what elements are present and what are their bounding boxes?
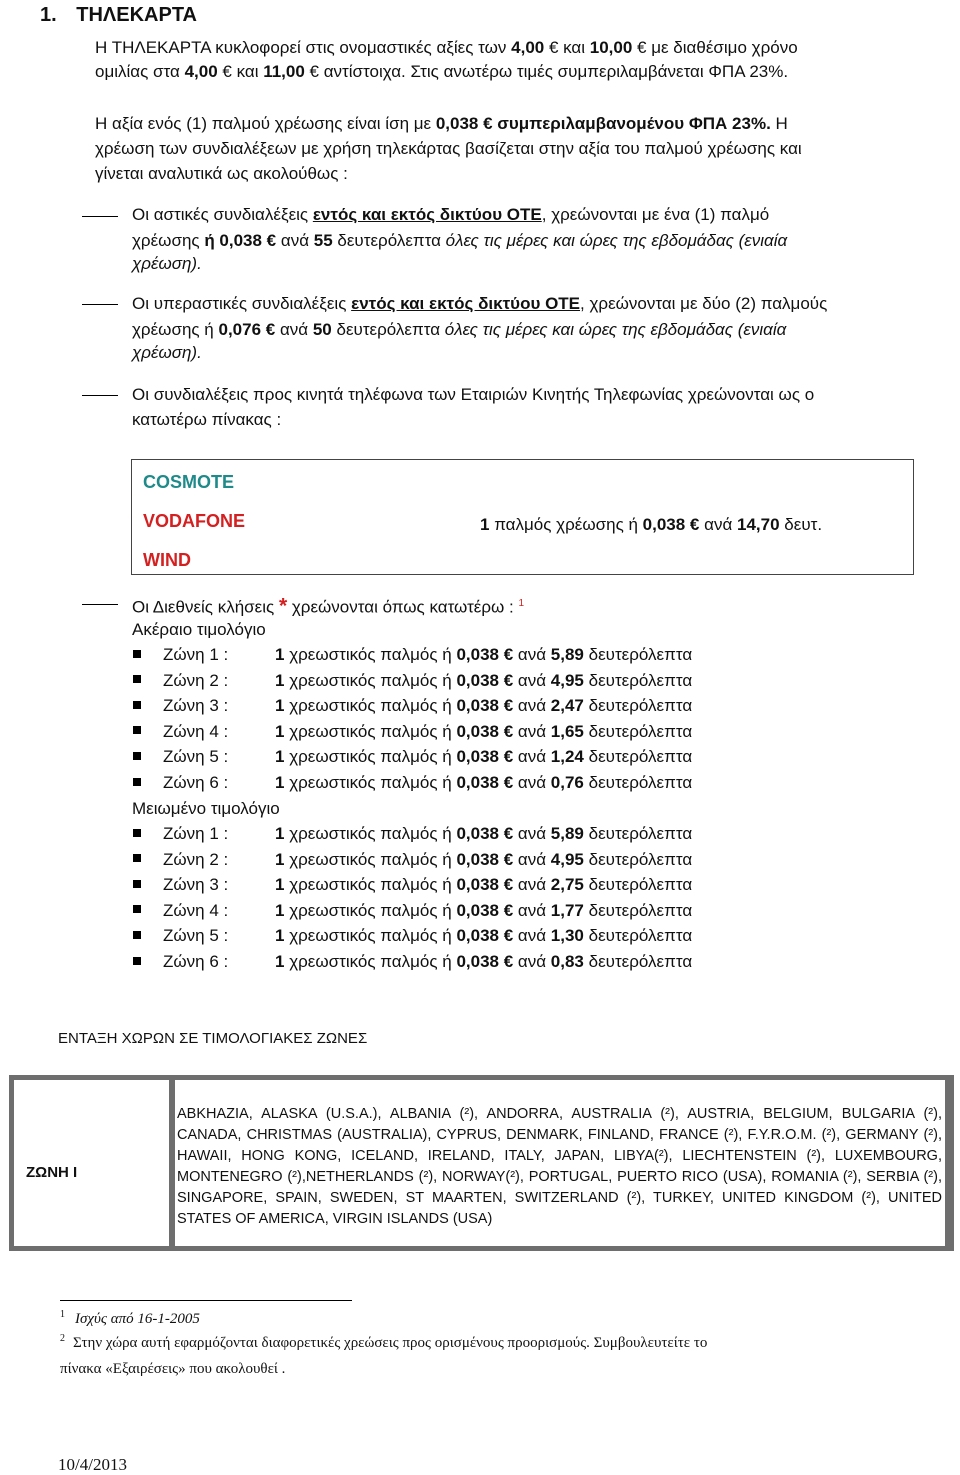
seconds-value: 5,89 (550, 645, 584, 664)
zone-rate-row (133, 670, 692, 692)
bullet3-line2: κατωτέρω πίνακας : (132, 410, 282, 429)
zone-name: Ζώνη 1 : (163, 824, 229, 843)
per-text: ανά (513, 926, 551, 946)
per-text: ανά (513, 875, 551, 895)
seconds-value: 0,83 (550, 952, 584, 971)
carrier-cosmote: COSMOTE (143, 472, 235, 492)
pulse-count: 1 (275, 773, 285, 792)
pulse-text: χρεωστικός παλμός ή (284, 670, 457, 690)
zone-name: Ζώνη 3 : (163, 875, 229, 895)
zone-countries: ABKHAZIA, ALASKA (U.S.A.), ALBANIA (²), ANDORRA, AUSTRALIA (²), AUSTRIA, BELGIUM, BULGARIA (²), CANADA, CHRISTMAS (AUSTRALIA), CYPRUS, DENMARK, FINLAND, FRANCE (²), F.Y.R.O.M. (²), GERMANY (²), HAWAII, HONG KONG, ICELAND, IRELAND, ITALY, JAPAN, LIBYA(²), LIECHTENSTEIN (²), LUXEMBOURG, MONTENEGRO (²),NETHERLANDS (²), NORWAY(²), PORTUGAL, PUERTO RICO (USA), ROMANIA (²), SERBIA (²), SINGAPORE, SPAIN, SWEDEN, ST MAARTEN, SWITZERLAND (²), TURKEY, UNITED KINGDOM (²), UNITED STATES OF AMERICA, VIRGIN ISLANDS (USA) (177, 1106, 942, 1227)
square-bullet-icon (133, 701, 141, 709)
bullet1-line1: Οι αστικές συνδιαλέξεις εντός και εκτός δικτύου ΟΤΕ, χρεώνονται με ένα (1) παλμό (132, 205, 770, 224)
seconds-value: 4,95 (550, 849, 584, 869)
mobile-rate: 1 παλμός χρέωσης ή 0,038 € ανά 14,70 δευτ. (480, 515, 823, 534)
pulse-price: 0,038 € (456, 696, 514, 716)
seconds-value: 1,30 (550, 926, 584, 946)
per-text: ανά (513, 900, 551, 920)
bullet1-line3: χρέωση). (132, 254, 202, 273)
pulse-price: 0,038 € (456, 747, 514, 767)
zone-rate-row (133, 951, 692, 973)
pulse-price: 0,038 € (456, 952, 514, 971)
zones-heading: ΕΝΤΑΞΗ ΧΩΡΩΝ ΣΕ ΤΙΜΟΛΟΓΙΑΚΕΣ ΖΩΝΕΣ (58, 1030, 368, 1047)
footnote-2-cont: πίνακα «Εξαιρέσεις» που ακολουθεί . (60, 1361, 286, 1377)
per-text: ανά (513, 696, 551, 716)
seconds-value: 0,76 (550, 773, 584, 792)
zone-name: Ζώνη 6 : (163, 773, 229, 792)
international-intro: Οι Διεθνείς κλήσεις * χρεώνονται όπως κατωτέρω : $^1$ (132, 594, 525, 618)
bullet2-line3: χρέωση). (132, 343, 202, 362)
per-text: ανά (513, 747, 551, 767)
square-bullet-icon (133, 905, 141, 913)
pulse-text: χρεωστικός παλμός ή (284, 747, 457, 767)
seconds-text: δευτερόλεπτα (583, 849, 693, 869)
square-bullet-icon (133, 829, 141, 837)
per-text: ανά (513, 849, 551, 869)
pulse-count: 1 (275, 696, 285, 716)
pulse-text: χρεωστικός παλμός ή (284, 952, 457, 971)
pulse-price: 0,038 € (456, 824, 514, 843)
seconds-text: δευτερόλεπτα (583, 926, 693, 946)
pulse-price: 0,038 € (456, 875, 514, 895)
bullet3-line1: Οι συνδιαλέξεις προς κινητά τηλέφωνα των Εταιριών Κινητής Τηλεφωνίας χρεώνονται ως ο (132, 385, 815, 404)
pulse-count: 1 (275, 952, 285, 971)
section-title: ΤΗΛΕΚΑΡΤΑ (76, 4, 197, 26)
zone-rate-row (133, 746, 692, 768)
zone-rate-row (133, 823, 692, 845)
zone-name: Ζώνη 4 : (163, 721, 229, 741)
pulse-count: 1 (275, 824, 285, 843)
dash-bullet (82, 604, 118, 605)
zone-label-cell (14, 1080, 169, 1246)
pulse-price: 0,038 € (456, 645, 514, 664)
pulse-text: χρεωστικός παλμός ή (284, 875, 457, 895)
seconds-value: 1,24 (550, 747, 584, 767)
zone-name: Ζώνη 5 : (163, 747, 229, 767)
per-text: ανά (513, 824, 551, 843)
seconds-value: 2,47 (550, 696, 584, 716)
pulse-text: χρεωστικός παλμός ή (284, 926, 457, 946)
zone-rate-row (133, 925, 692, 947)
zone-name: Ζώνη 5 : (163, 926, 229, 946)
intro-line-2: ομιλίας στα 4,00 € και 11,00 € αντίστοιχα. Στις ανωτέρω τιμές συμπεριλαμβάνεται ΦΠΑ 23%. (95, 62, 789, 81)
square-bullet-icon (133, 675, 141, 683)
seconds-text: δευτερόλεπτα (583, 696, 693, 716)
intro-pulse-line: Η αξία ενός (1) παλμού χρέωσης είναι ίση με 0,038 € συμπεριλαμβανομένου ΦΠΑ 23%. Η (95, 114, 788, 133)
pulse-count: 1 (275, 645, 285, 664)
pulse-text: χρεωστικός παλμός ή (284, 849, 457, 869)
seconds-text: δευτερόλεπτα (583, 773, 693, 792)
zone-rate-row (133, 644, 692, 666)
pulse-text: χρεωστικός παλμός ή (284, 773, 457, 792)
pulse-text: χρεωστικός παλμός ή (284, 900, 457, 920)
section-heading (40, 4, 197, 27)
per-text: ανά (513, 952, 551, 971)
square-bullet-icon (133, 957, 141, 965)
pulse-price: 0,038 € (456, 926, 514, 946)
pulse-count: 1 (275, 721, 285, 741)
square-bullet-icon (133, 854, 141, 862)
seconds-text: δευτερόλεπτα (583, 721, 693, 741)
bullet2-line2: χρέωσης ή 0,076 € ανά 50 δευτερόλεπτα όλες τις μέρες και ώρες της εβδομάδας (ενιαία (132, 320, 787, 339)
carrier-vodafone: VODAFONE (143, 511, 246, 531)
zone-countries-cell (175, 1080, 945, 1246)
pulse-count: 1 (275, 900, 285, 920)
zone-rate-row (133, 874, 692, 896)
seconds-value: 4,95 (550, 670, 584, 690)
zone-name: Ζώνη 1 : (163, 645, 229, 664)
seconds-value: 1,77 (550, 900, 584, 920)
per-text: ανά (513, 645, 551, 664)
per-text: ανά (513, 670, 551, 690)
zone-name: Ζώνη 6 : (163, 952, 229, 971)
reduced-tariff-title: Μειωμένο τιμολόγιο (132, 799, 280, 818)
intro-line-4: χρέωση των συνδιαλέξεων με χρήση τηλεκάρτας βασίζεται στην αξία του παλμού χρέωσης και (95, 139, 802, 158)
pulse-text: χρεωστικός παλμός ή (284, 645, 457, 664)
zone-table (9, 1075, 954, 1251)
zone-rate-row (133, 695, 692, 717)
pulse-count: 1 (275, 849, 285, 869)
page-date: 10/4/2013 (58, 1455, 127, 1474)
carrier-wind: WIND (143, 550, 191, 570)
seconds-text: δευτερόλεπτα (583, 900, 693, 920)
bullet1-line2: χρέωσης ή 0,038 € ανά 55 δευτερόλεπτα όλες τις μέρες και ώρες της εβδομάδας (ενιαία (132, 231, 788, 250)
seconds-text: δευτερόλεπτα (583, 952, 693, 971)
per-text: ανά (513, 721, 551, 741)
seconds-text: δευτερόλεπτα (583, 824, 693, 843)
seconds-text: δευτερόλεπτα (583, 875, 693, 895)
zone-label: ΖΩΝΗ Ι (26, 1164, 78, 1181)
pulse-text: χρεωστικός παλμός ή (284, 824, 457, 843)
square-bullet-icon (133, 880, 141, 888)
pulse-count: 1 (275, 747, 285, 767)
dash-bullet (82, 304, 118, 305)
pulse-count: 1 (275, 875, 285, 895)
square-bullet-icon (133, 752, 141, 760)
pulse-price: 0,038 € (456, 773, 514, 792)
bullet2-line1: Οι υπεραστικές συνδιαλέξεις εντός και εκτός δικτύου ΟΤΕ, χρεώνονται με δύο (2) παλμούς (132, 294, 828, 313)
per-text: ανά (513, 773, 551, 792)
square-bullet-icon (133, 650, 141, 658)
footnote-separator (60, 1300, 352, 1301)
pulse-text: χρεωστικός παλμός ή (284, 721, 457, 741)
square-bullet-icon (133, 931, 141, 939)
pulse-count: 1 (275, 926, 285, 946)
seconds-value: 1,65 (550, 721, 584, 741)
zone-rate-row (133, 849, 692, 871)
intro-line-5: γίνεται αναλυτικά ως ακολούθως : (95, 164, 348, 183)
dash-bullet (82, 395, 118, 396)
footnote-2: $^2$ Στην χώρα αυτή εφαρμόζονται διαφορετικές χρεώσεις προς ορισμένους προορισμούς. Συμβουλευτείτε το (60, 1333, 708, 1351)
seconds-text: δευτερόλεπτα (583, 670, 693, 690)
zone-name: Ζώνη 4 : (163, 900, 229, 920)
dash-bullet (82, 216, 118, 217)
pulse-price: 0,038 € (456, 721, 514, 741)
intro-line-1: Η ΤΗΛΕΚΑΡΤΑ κυκλοφορεί στις ονομαστικές αξίες των 4,00 € και 10,00 € με διαθέσιμο χρόνο (95, 38, 798, 57)
zone-name: Ζώνη 2 : (163, 849, 229, 869)
zone-rate-row (133, 900, 692, 922)
footnote-1: $^1$ Ισχύς από 16-1-2005 (60, 1309, 200, 1327)
pulse-price: 0,038 € (456, 900, 514, 920)
seconds-text: δευτερόλεπτα (583, 645, 693, 664)
mobile-carriers-table (131, 459, 914, 575)
pulse-text: χρεωστικός παλμός ή (284, 696, 457, 716)
section-number: 1. (40, 4, 57, 26)
square-bullet-icon (133, 726, 141, 734)
full-tariff-title: Ακέραιο τιμολόγιο (132, 620, 266, 639)
seconds-value: 5,89 (550, 824, 584, 843)
zone-rate-row (133, 721, 692, 743)
pulse-price: 0,038 € (456, 849, 514, 869)
zone-rate-row (133, 772, 692, 794)
seconds-value: 2,75 (550, 875, 584, 895)
zone-name: Ζώνη 3 : (163, 696, 229, 716)
pulse-count: 1 (275, 670, 285, 690)
pulse-price: 0,038 € (456, 670, 514, 690)
square-bullet-icon (133, 778, 141, 786)
seconds-text: δευτερόλεπτα (583, 747, 693, 767)
zone-name: Ζώνη 2 : (163, 670, 229, 690)
